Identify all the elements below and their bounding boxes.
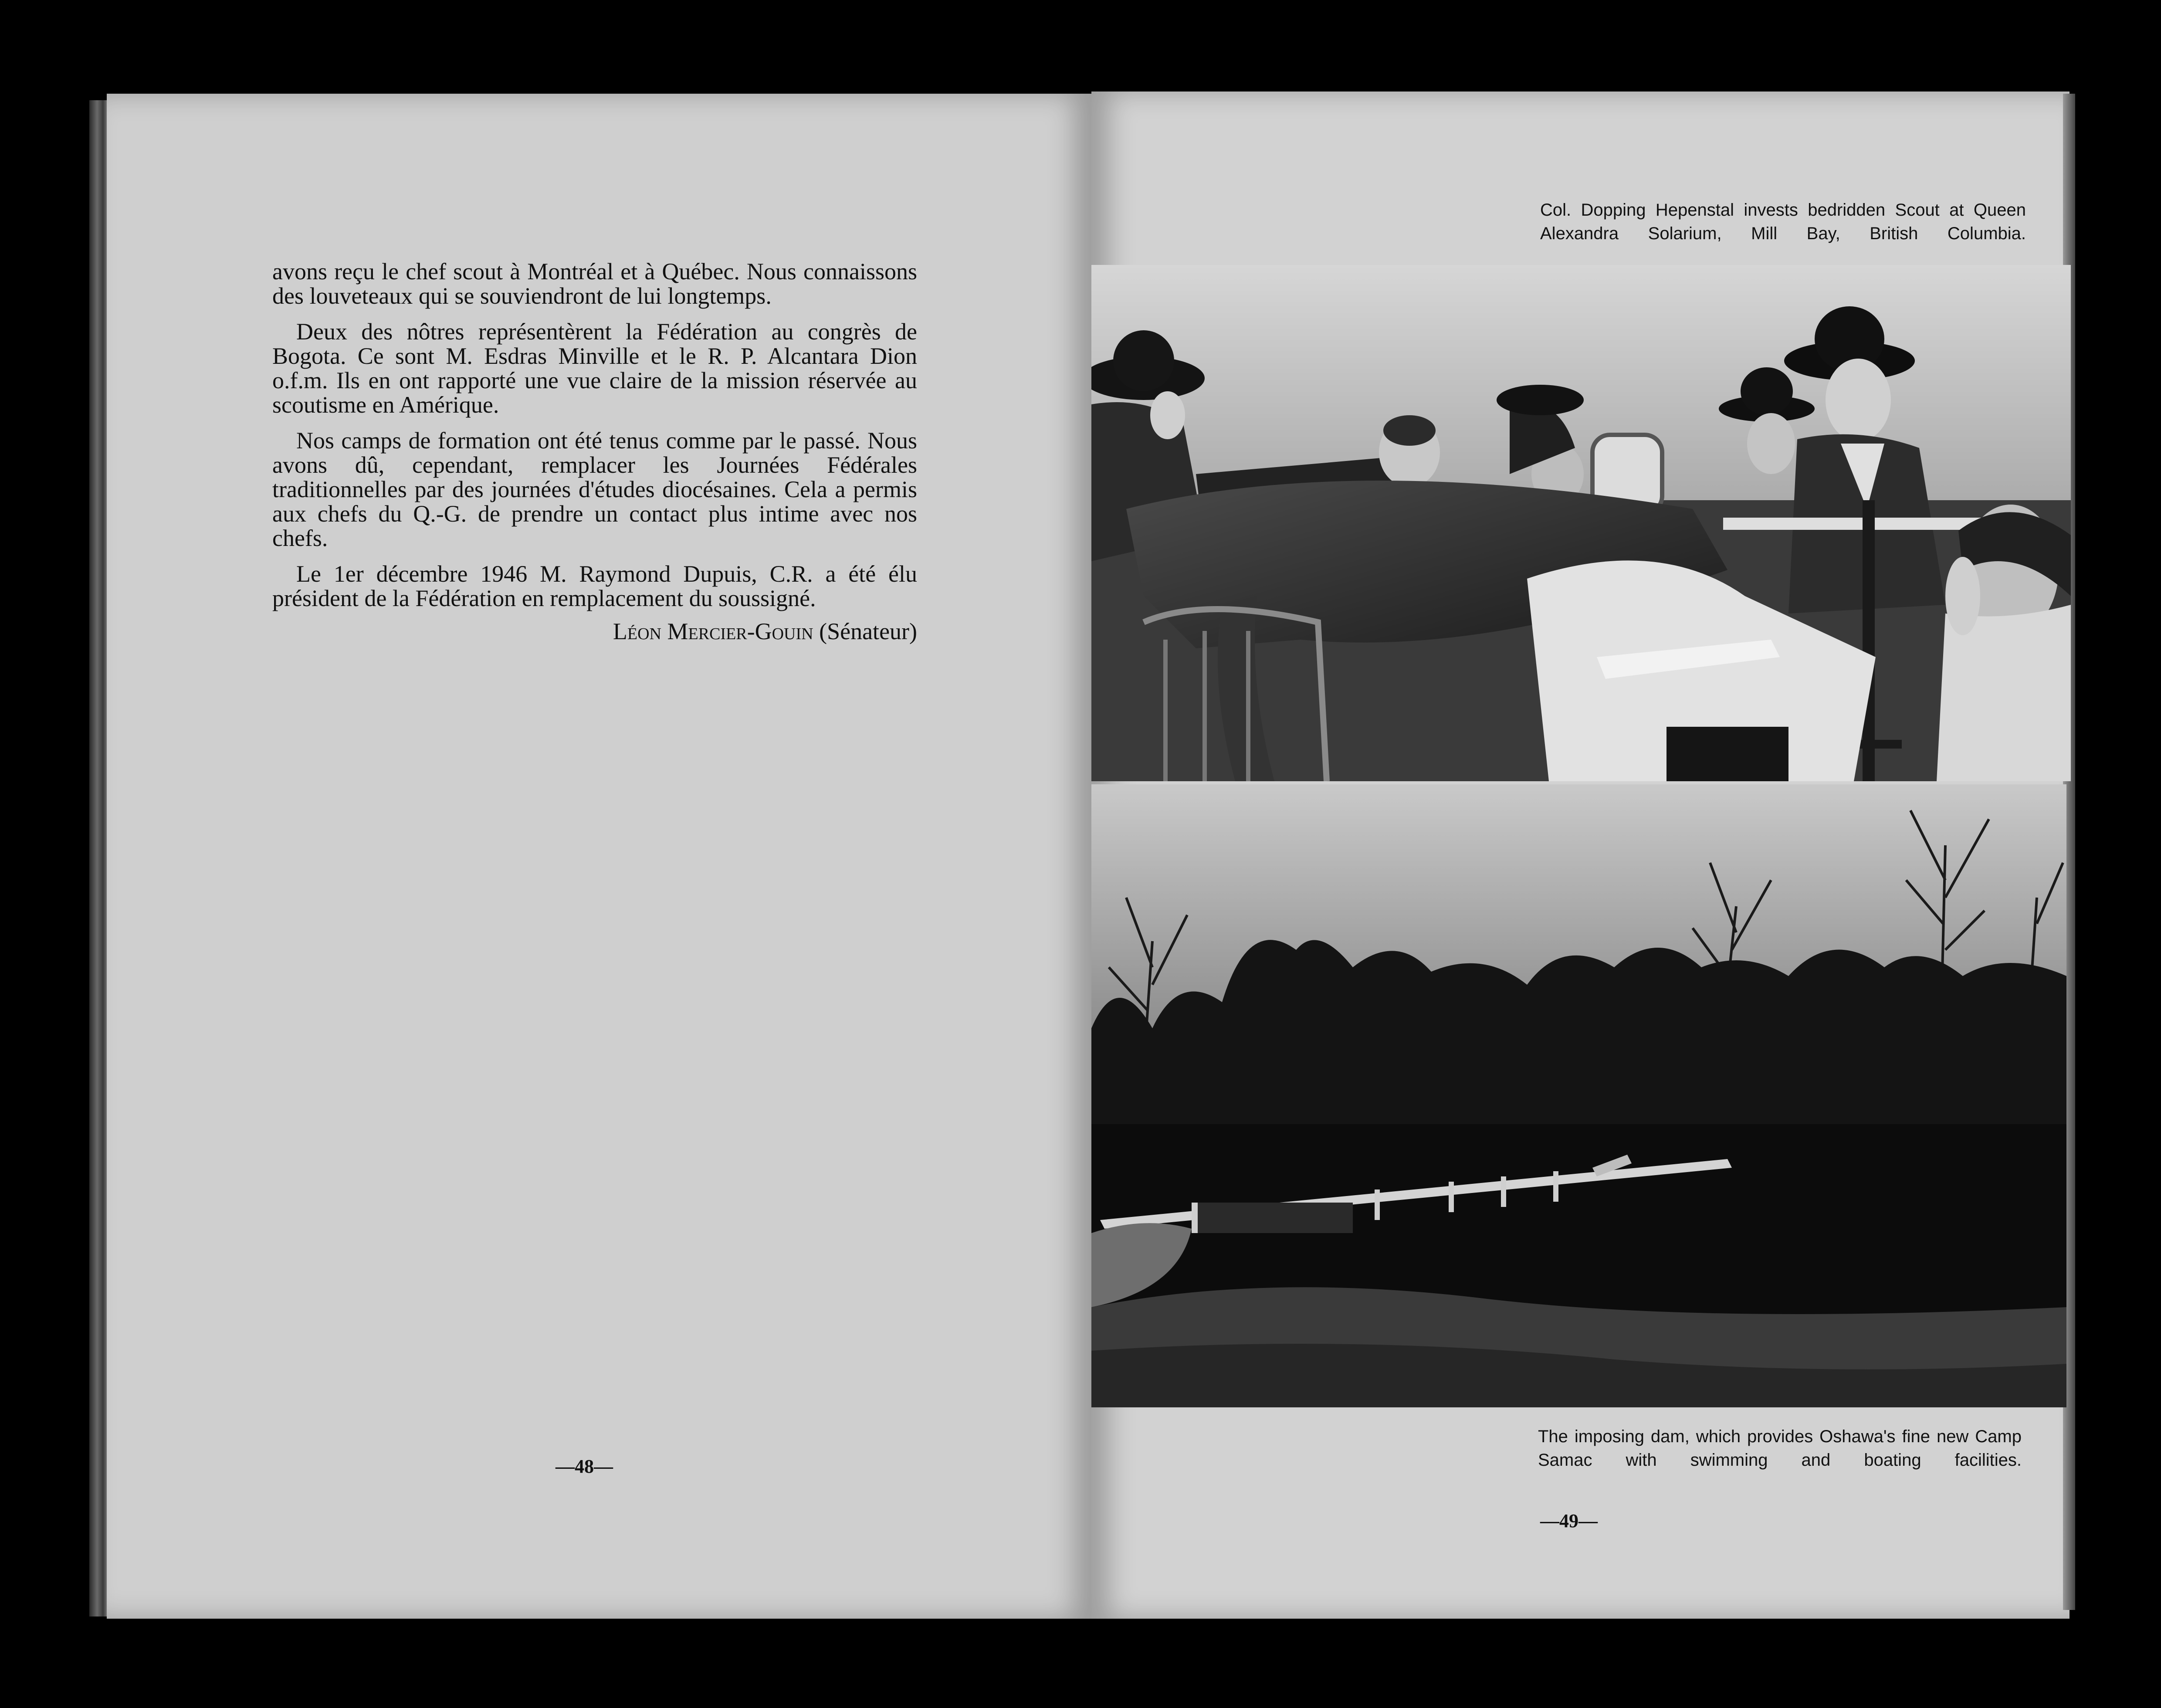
- signature-title: (Sénateur): [819, 618, 917, 644]
- photo-caption-top: Col. Dopping Hepenstal invests bedridden Scout at Queen Alexandra Solarium, Mill Bay, British Columbia.: [1540, 200, 2026, 243]
- signature-name: Léon Mercier-Gouin: [613, 618, 813, 644]
- signature: [272, 619, 917, 644]
- paragraph-4: Le 1er décembre 1946 M. Raymond Dupuis, C.R. a été élu président de la Fédération en remplacement du soussigné.: [272, 561, 917, 611]
- page-number-right: —49—: [1540, 1510, 1598, 1532]
- left-page-text: [272, 259, 917, 644]
- photo-scout-investiture: [1091, 265, 2071, 781]
- page-number-left: —48—: [555, 1456, 613, 1477]
- paragraph-3: Nos camps de formation ont été tenus comme par le passé. Nous avons dû, cependant, remplacer les Journées Fédérales traditionnelles par des journées d'études diocésaines. Cela a permis aux chefs du Q.-G. de prendre un contact plus intime avec nos chefs.: [272, 427, 917, 551]
- left-page-edge: [89, 100, 109, 1616]
- paragraph-1: avons reçu le chef scout à Montréal et à Québec. Nous connaissons des louveteaux qui se souviendront de lui longtemps.: [272, 258, 917, 309]
- photo-camp-samac-dam: [1091, 784, 2066, 1407]
- photo-caption-bottom: The imposing dam, which provides Oshawa's fine new Camp Samac with swimming and boating facilities.: [1538, 1427, 2022, 1470]
- paragraph-2: Deux des nôtres représentèrent la Fédération au congrès de Bogota. Ce sont M. Esdras Minville et le R. P. Alcantara Dion o.f.m. Ils en ont rapporté une vue claire de la mission réservée au scoutisme en Amérique.: [272, 319, 917, 418]
